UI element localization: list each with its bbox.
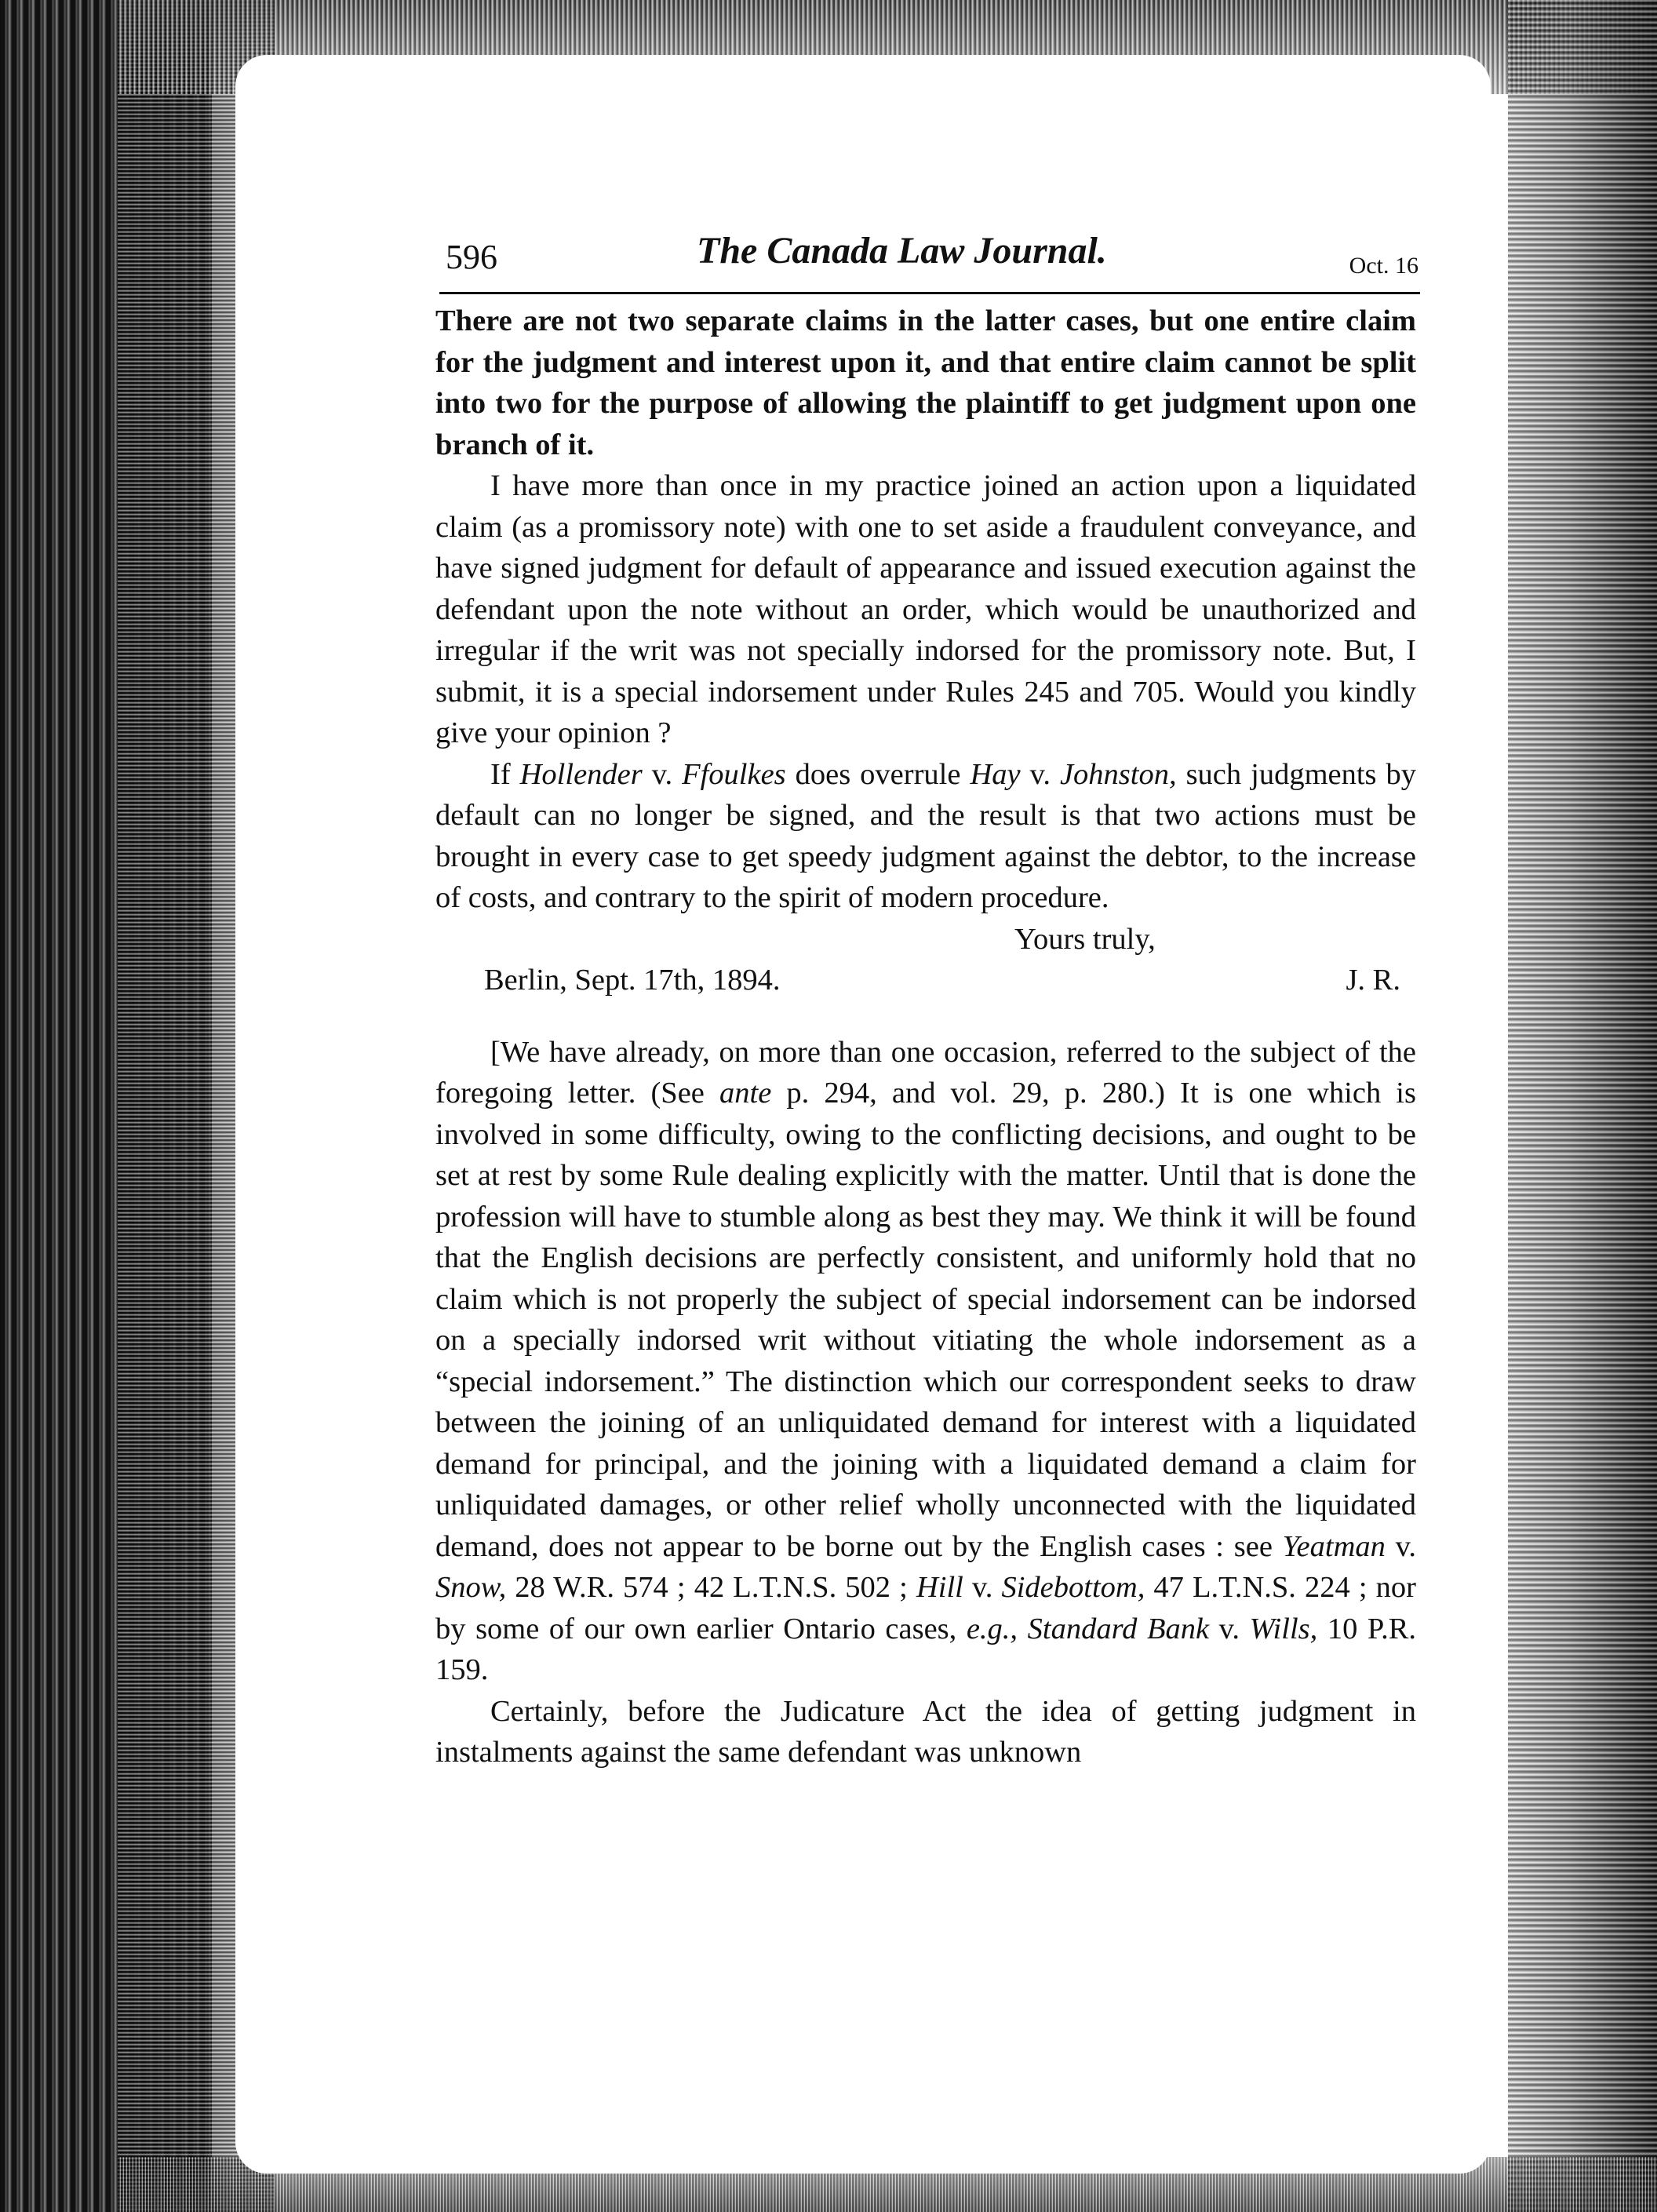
issue-date: Oct. 16: [1349, 253, 1418, 279]
editorial-paragraph-1: [We have already, on more than one occasion, referred to the subject of the foregoing letter. (See ante p. 294, and vol. 29, p. 280.) It is one which is involved in some difficulty, owing to the conflicting decisions, and ought to be set at rest by some Rule dealing explicitly with the matter. Until that is done the profession will have to stumble along as best they may. We think it will be found that the English decisions are perfectly consistent, and uniformly hold that no claim which is not properly the subject of special indorsement can be indorsed on a specially indorsed writ without vitiating the whole indorsement as a “special indorsement.” The distinction which our correspondent seeks to draw between the joining of an unliquidated demand for interest with a liquidated demand for principal, and the joining with a liquidated demand a claim for unliquidated damages, or other relief wholly unconnected with the liquidated demand, does not appear to be borne out by the English cases : see Yeatman v. Snow, 28 W.R. 574 ; 42 L.T.N.S. 502 ; Hill v. Sidebottom, 47 L.T.N.S. 224 ; nor by some of our own earlier Ontario cases, e.g., Standard Bank v. Wills, 10 P.R. 159.: [435, 1035, 1417, 1686]
running-header: [446, 229, 1426, 292]
closing-row: [435, 919, 1416, 960]
case-name: Hay: [970, 757, 1021, 791]
letter-paragraph-1: There are not two separate claims in the latter cases, but one entire claim for the judgment and interest upon it, and that entire claim cannot be split into two for the purpose of allowing the plaintiff to get judgment upon one branch of it.: [435, 304, 1416, 461]
place-date: Berlin, Sept. 17th, 1894.: [484, 963, 781, 997]
case-name: Hill: [916, 1571, 963, 1604]
case-name: Yeatman: [1282, 1529, 1386, 1563]
section-gap: [435, 1000, 1416, 1032]
case-name: Ffoulkes: [682, 757, 786, 791]
signature-initials: J. R.: [1346, 963, 1400, 997]
case-name: e.g., Standard Bank: [966, 1612, 1210, 1645]
scan-edge-right: [1508, 0, 1657, 2212]
case-name: Snow,: [435, 1571, 507, 1604]
article-body: [435, 301, 1416, 1773]
ante-reference: ante: [719, 1077, 772, 1110]
editorial-paragraph-2: Certainly, before the Judicature Act the idea of getting judgment in instalments against the same defendant was unknown: [435, 1694, 1416, 1769]
signature-row: [435, 960, 1416, 1000]
header-rule: [439, 292, 1420, 294]
page-number: 596: [446, 238, 497, 276]
case-name: Hollender: [519, 757, 643, 791]
letter-paragraph-3: If Hollender v. Ffoulkes does overrule Hay v. Johnston, such judgments by default can no longer be signed, and the result is that two actions must be brought in every case to get speedy judgment against the debtor, to the increase of costs, and contrary to the spirit of modern procedure.: [435, 757, 1417, 914]
case-name: Johnston,: [1059, 757, 1177, 791]
journal-title: The Canada Law Journal.: [697, 230, 1107, 271]
closing: Yours truly,: [1014, 922, 1156, 956]
case-name: Wills,: [1249, 1612, 1318, 1645]
letter-paragraph-2: I have more than once in my practice joined an action upon a liquidated claim (as a promissory note) with one to set aside a fraudulent conveyance, and have signed judgment for default of appearance and issued execution against the defendant upon the note without an order, which would be unauthorized and irregular if the writ was not specially indorsed for the promissory note. But, I submit, it is a special indorsement under Rules 245 and 705. Would you kindly give your opinion ?: [435, 469, 1416, 749]
case-name: Sidebottom,: [1001, 1571, 1145, 1604]
